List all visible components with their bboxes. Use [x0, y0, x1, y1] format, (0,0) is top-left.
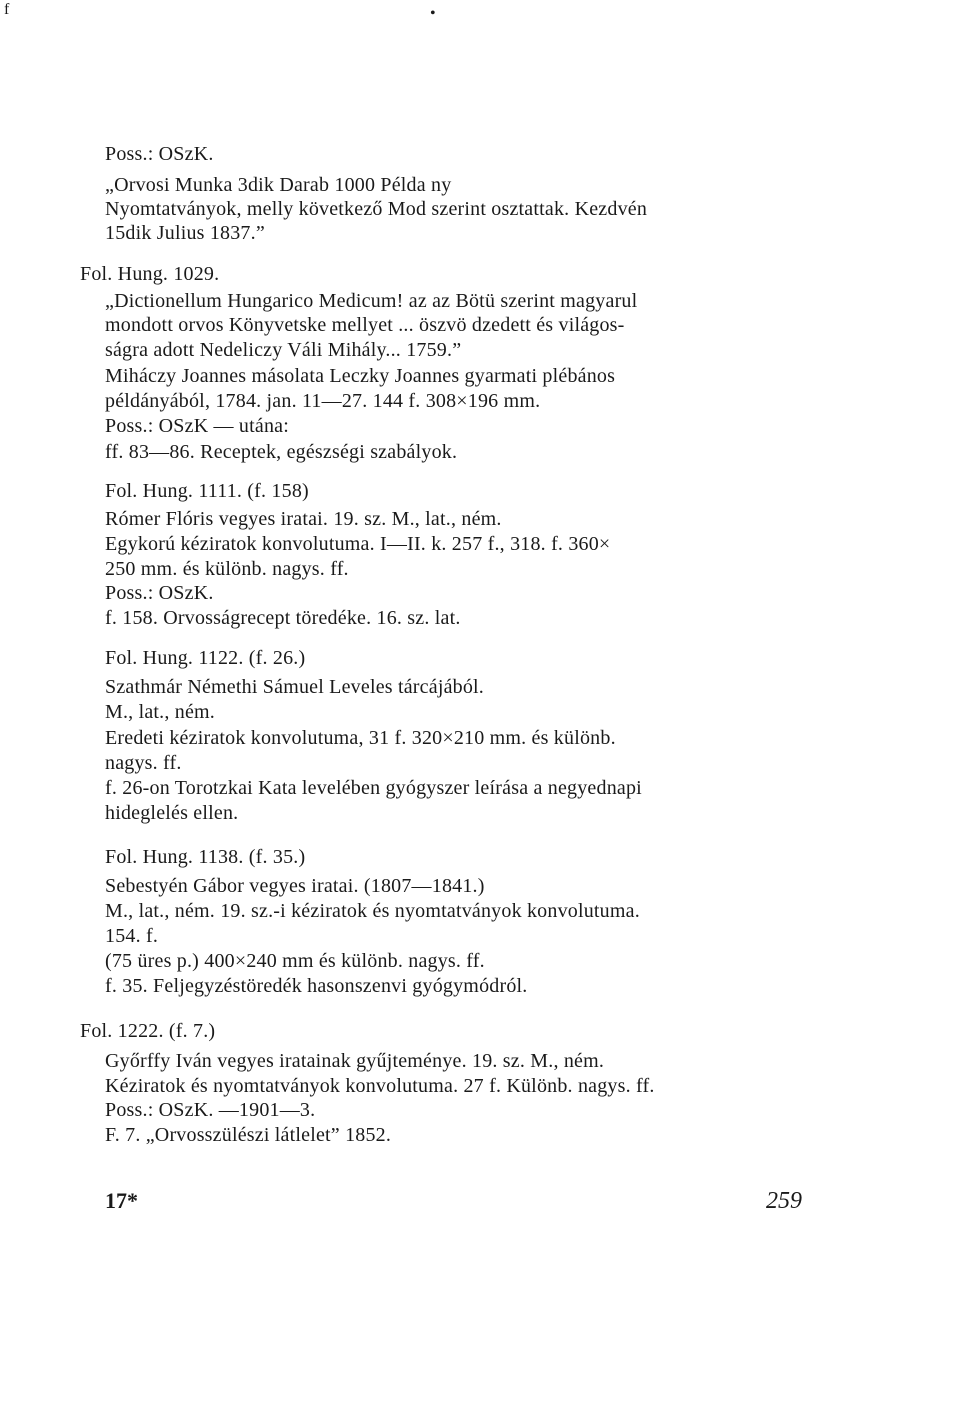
- entry-heading: Fol. Hung. 1122. (f. 26.): [105, 647, 306, 669]
- entry-heading: Fol. 1222. (f. 7.): [80, 1020, 216, 1042]
- text-line: Egykorú kéziratok konvolutuma. I—II. k. 257 f., 318. f. 360×: [105, 533, 611, 555]
- text-line: M., lat., ném.: [105, 701, 216, 723]
- text-line: ságra adott Nedeliczy Váli Mihály... 1759.”: [105, 339, 462, 361]
- text-line: példányából, 1784. jan. 11—27. 144 f. 308×196 mm.: [105, 390, 541, 412]
- text-line: hideglelés ellen.: [105, 802, 239, 824]
- corner-mark: f: [4, 1, 10, 18]
- text-line: Győrffy Iván vegyes iratainak gyűjteménye. 19. sz. M., ném.: [105, 1050, 605, 1072]
- entry-heading: Fol. Hung. 1138. (f. 35.): [105, 846, 306, 868]
- text-line: ff. 83—86. Receptek, egészségi szabályok.: [105, 441, 458, 463]
- text-line: F. 7. „Orvosszülészi látlelet” 1852.: [105, 1124, 392, 1146]
- text-line: Nyomtatványok, melly következő Mod szerint osztattak. Kezdvén: [105, 198, 648, 220]
- text-line: f. 35. Feljegyzéstöredék hasonszenvi gyógymódról.: [105, 975, 528, 997]
- text-line: (75 üres p.) 400×240 mm és különb. nagys. ff.: [105, 950, 485, 972]
- page-number: 259: [766, 1188, 802, 1214]
- text-line: Poss.: OSzK — utána:: [105, 415, 289, 437]
- text-line: „Dictionellum Hungarico Medicum! az az Bötü szerint magyarul: [105, 290, 638, 312]
- text-line: „Orvosi Munka 3dik Darab 1000 Példa ny: [105, 174, 452, 196]
- text-line: Miháczy Joannes másolata Leczky Joannes gyarmati plébános: [105, 365, 616, 387]
- text-line: Poss.: OSzK.: [105, 143, 214, 165]
- text-line: Poss.: OSzK. —1901—3.: [105, 1099, 316, 1121]
- signature-mark: 17*: [105, 1188, 138, 1213]
- text-line: M., lat., ném. 19. sz.-i kéziratok és nyomtatványok konvolutuma.: [105, 900, 640, 922]
- dot-mark: •: [430, 5, 436, 22]
- text-line: mondott orvos Könyvetske mellyet ... öszvö dzedett és világos-: [105, 314, 625, 336]
- text-line: f. 26-on Torotzkai Kata levelében gyógyszer leírása a negyednapi: [105, 777, 642, 799]
- text-line: nagys. ff.: [105, 752, 182, 774]
- text-line: Kéziratok és nyomtatványok konvolutuma. 27 f. Különb. nagys. ff.: [105, 1075, 655, 1097]
- text-line: Eredeti kéziratok konvolutuma, 31 f. 320×210 mm. és különb.: [105, 727, 616, 749]
- text-line: Szathmár Némethi Sámuel Leveles tárcájából.: [105, 676, 485, 698]
- entry-heading: Fol. Hung. 1111. (f. 158): [105, 480, 309, 502]
- text-line: f. 158. Orvosságrecept töredéke. 16. sz. lat.: [105, 607, 461, 629]
- text-line: 154. f.: [105, 925, 159, 947]
- text-line: 250 mm. és különb. nagys. ff.: [105, 558, 349, 580]
- entry-heading: Fol. Hung. 1029.: [80, 263, 220, 285]
- text-line: Poss.: OSzK.: [105, 582, 214, 604]
- text-line: 15dik Julius 1837.”: [105, 222, 265, 244]
- text-line: Sebestyén Gábor vegyes iratai. (1807—1841.): [105, 875, 485, 897]
- text-line: Rómer Flóris vegyes iratai. 19. sz. M., lat., ném.: [105, 508, 502, 530]
